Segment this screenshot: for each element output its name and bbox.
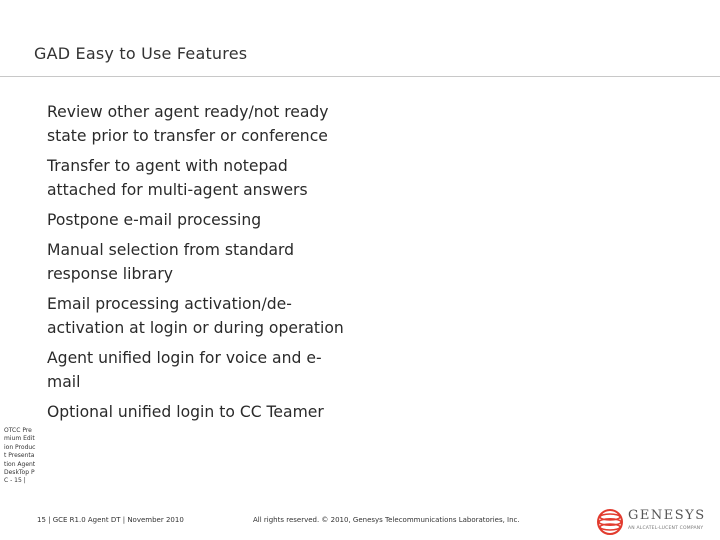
side-note: OTCC Premium Edition Product Presentation Agent DeskTop PC - 15 |: [4, 427, 36, 485]
feature-list: [47, 100, 347, 430]
page-title: GAD Easy to Use Features: [34, 44, 248, 63]
globe-icon: [596, 508, 624, 536]
list-item: Manual selection from standard response library: [47, 241, 295, 283]
list-item: Optional unified login to CC Teamer: [47, 403, 324, 421]
list-item: Review other agent ready/not ready state prior to transfer or conference: [47, 103, 329, 145]
logo-tagline: AN ALCATEL-LUCENT COMPANY: [628, 526, 704, 531]
logo-wordmark: GENESYS: [628, 508, 706, 523]
list-item: Postpone e-mail processing: [47, 211, 262, 229]
list-item: Agent unified login for voice and e-mail: [47, 349, 322, 391]
footer-page-info: 15 | GCE R1.0 Agent DT | November 2010: [37, 516, 184, 524]
title-divider: [0, 76, 720, 77]
list-item: Email processing activation/de-activation at login or during operation: [47, 295, 344, 337]
footer-copyright: All rights reserved. © 2010, Genesys Telecommunications Laboratories, Inc.: [253, 516, 520, 524]
genesys-logo: [596, 507, 708, 537]
list-item: Transfer to agent with notepad attached for multi-agent answers: [47, 157, 308, 199]
